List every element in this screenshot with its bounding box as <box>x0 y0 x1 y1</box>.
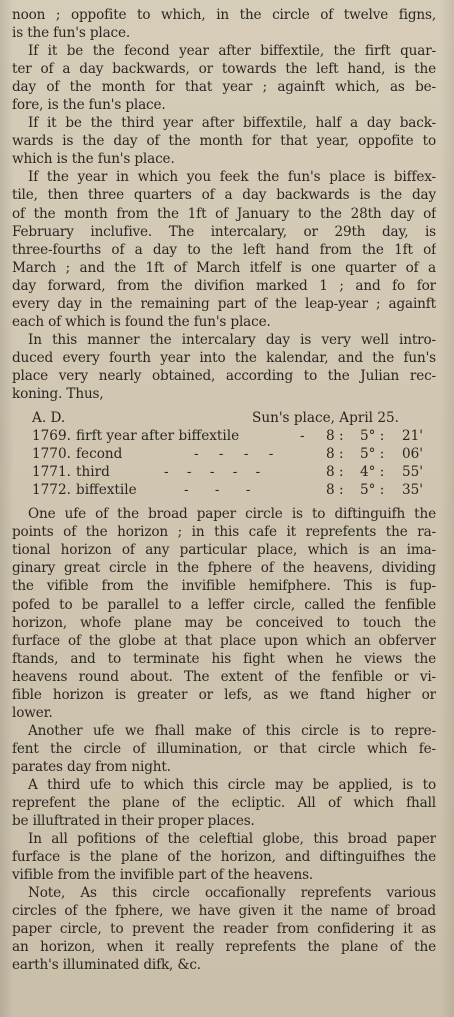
table-sign: 8 : <box>326 482 344 499</box>
table-row <box>12 445 436 463</box>
paragraph-7 <box>12 722 436 776</box>
table-year: 1772. <box>32 482 71 499</box>
paragraph-6 <box>12 505 436 722</box>
text-line: March ; and the 1ft of March itfelf is one quarter of a <box>12 259 436 276</box>
text-line: parates day from night. <box>12 758 171 775</box>
text-line: If it be the fecond year after biffextile, the firft quar- <box>28 43 436 60</box>
table-row <box>12 481 436 499</box>
table-degree: 4° : <box>360 464 385 481</box>
text-line: If the year in which you feek the fun's place is biffex- <box>28 169 436 186</box>
text-line: fible horizon is greater or lefs, as we ftand higher or <box>12 686 436 703</box>
table-year: 1769. <box>32 428 71 445</box>
text-line: One ufe of the broad paper circle is to diftinguifh the <box>28 506 436 523</box>
text-line: place very nearly obtained, according to the Julian rec- <box>12 367 436 384</box>
paragraph-5 <box>12 331 436 403</box>
text-line: day forward, from the divifion marked 1 ; and fo for <box>12 277 436 294</box>
text-line: ginary great circle in the fphere of the heavens, dividing <box>12 560 436 577</box>
text-line: is the fun's place. <box>12 25 131 42</box>
table-year: 1771. <box>32 464 71 481</box>
text-line: fent the circle of illumination, or that circle which fe- <box>12 740 436 757</box>
table-dashes: - <box>300 428 305 445</box>
text-line: earth's illuminated difk, &c. <box>12 957 201 974</box>
table-label: third <box>76 464 110 481</box>
text-line: ter of a day backwards, or towards the left hand, is the <box>12 61 436 78</box>
text-line: pofed to be parallel to a leffer circle, called the fenfible <box>12 596 436 613</box>
table-row <box>12 427 436 445</box>
paragraph-9 <box>12 830 436 884</box>
table-year: 1770. <box>32 446 71 463</box>
table-degree: 5° : <box>360 428 385 445</box>
table-dashes: - - - - - <box>164 464 261 481</box>
text-line: In this manner the intercalary day is very well intro- <box>28 331 436 348</box>
text-line: noon ; oppofite to which, in the circle of twelve figns, <box>12 7 436 23</box>
text-line: three-fourths of a day to the left hand from the 1ft of <box>12 241 436 258</box>
table-sign: 8 : <box>326 446 344 463</box>
table-sign: 8 : <box>326 464 344 481</box>
text-line: the vifible from the invifible hemifphere. This is fup- <box>12 578 436 595</box>
text-line: vifible from the invifible part of the heavens. <box>12 867 314 884</box>
table-sign: 8 : <box>326 428 344 445</box>
text-line: an horizon, when it really reprefents the plane of the <box>12 939 436 956</box>
paragraph-8 <box>12 776 436 830</box>
paragraph-2 <box>12 42 436 114</box>
text-line: wards is the day of the month for that year, oppofite to <box>12 133 436 150</box>
table-header-year: A. D. <box>32 410 66 427</box>
text-line: heavens round about. The extent of the fenfible or vi- <box>12 668 436 685</box>
text-line: tile, then three quarters of a day backwards is the day <box>12 187 436 204</box>
paragraph-4 <box>12 168 436 330</box>
table-dashes: - - - - <box>194 446 274 463</box>
text-line: tional horizon of any particular place, which is an ima- <box>12 542 436 559</box>
text-line: Another ufe we fhall make of this circle is to repre- <box>28 722 436 739</box>
table-dashes: - - - <box>184 482 251 499</box>
table-minute: 06' <box>402 446 424 463</box>
text-line: A third ufe to which this circle may be applied, is to <box>28 776 436 793</box>
table-minute: 21' <box>402 428 424 445</box>
paragraph-10 <box>12 884 436 974</box>
table-degree: 5° : <box>360 482 385 499</box>
text-line: furface is the plane of the horizon, and diftinguifhes the <box>12 849 436 866</box>
table-minute: 35' <box>402 482 424 499</box>
text-line: be illuftrated in their proper places. <box>12 813 255 830</box>
text-line: day of the month for that year ; againft which, as be- <box>12 79 436 96</box>
text-line: In all pofitions of the celeftial globe, this broad paper <box>28 831 436 848</box>
paragraph-3 <box>12 114 436 168</box>
sun-place-table <box>12 409 436 499</box>
text-line: koning. Thus, <box>12 385 104 402</box>
text-line: duced every fourth year into the kalendar, and the fun's <box>12 349 436 366</box>
table-degree: 5° : <box>360 446 385 463</box>
text-line: circles of the fphere, we have given it the name of broad <box>12 903 436 920</box>
text-line: paper circle, to prevent the reader from confidering it as <box>12 921 436 938</box>
text-line: ftands, and to terminate his fight when he views the <box>12 650 436 667</box>
table-row <box>12 463 436 481</box>
paragraph-1 <box>12 6 436 42</box>
text-line: reprefent the plane of the ecliptic. All of which fhall <box>12 795 436 812</box>
text-line: If it be the third year after biffextile, half a day back- <box>28 115 436 132</box>
text-line: each of which is found the fun's place. <box>12 313 271 330</box>
text-line: points of the horizon ; in this cafe it reprefents the ra- <box>12 524 436 541</box>
text-line: horizon, whofe plane may be conceived to touch the <box>12 614 436 631</box>
text-line: every day in the remaining part of the leap-year ; againft <box>12 295 436 312</box>
text-line: February inclufive. The intercalary, or 29th day, is <box>12 223 436 240</box>
table-header-place: Sun's place, April 25. <box>252 410 399 427</box>
table-label: firft year after biffextile <box>76 428 240 445</box>
text-line: Note, As this circle occafionally reprefents various <box>28 885 436 902</box>
text-line: fore, is the fun's place. <box>12 97 166 114</box>
text-line: lower. <box>12 704 53 721</box>
text-line: of the month from the 1ft of January to the 28th day of <box>12 205 436 222</box>
table-minute: 55' <box>402 464 424 481</box>
table-label: biffextile <box>76 482 137 499</box>
text-line: furface of the globe at that place upon which an obferver <box>12 632 436 649</box>
text-line: which is the fun's place. <box>12 151 175 168</box>
table-label: fecond <box>76 446 123 463</box>
table-header-row <box>12 409 436 427</box>
